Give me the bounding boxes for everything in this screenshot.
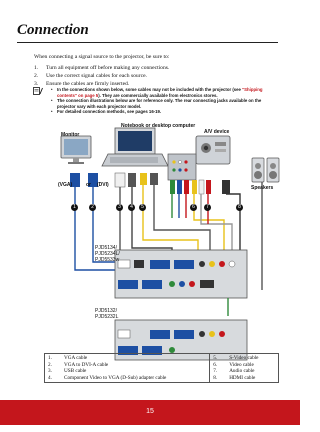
or-label: or [86, 182, 91, 188]
notebook-label: Notebook or desktop computer [121, 123, 196, 129]
callout-3: 3 [116, 204, 123, 211]
callout-8: 8 [236, 204, 243, 211]
note-item: • For detailed connection methods, see pages 16-19. [51, 109, 279, 115]
page-title: Connection [17, 22, 89, 38]
monitor-icon [61, 136, 91, 164]
callout-6: 6 [190, 204, 197, 211]
callout-2: 2 [89, 204, 96, 211]
notes-list [51, 87, 279, 115]
speakers-label: Speakers [251, 185, 274, 191]
page-number: 15 [146, 408, 154, 415]
step-item: 2. Use the correct signal cables for each source. [34, 73, 147, 79]
diagram-art [0, 120, 300, 432]
notebook-computer-icon [102, 128, 168, 166]
model-label: PJD5533w [95, 257, 120, 263]
model-label: PJD5234L/ [95, 251, 120, 257]
cable-legend-table [44, 353, 279, 383]
av-device-label: A/V device [204, 129, 230, 135]
projector-rear-panel-1 [115, 250, 247, 298]
legend-cell: 5. S-Video cable 6. Video cable 7. Audio cable 8. HDMI cable [210, 354, 279, 383]
legend-cell: 1. VGA cable 2. VGA to DVI-A cable 3. USB cable 4. Component Video to VGA (D-Sub) adapter cable [45, 354, 210, 383]
model-label: PJD5134/ [95, 245, 117, 251]
note-item: • In the connections shown below, some cables may not be included with the projector (see "Shipping contents" on page 5). They are commercially available from electronics stores. [51, 87, 279, 98]
callout-1: 1 [71, 204, 78, 211]
shipping-contents-link[interactable]: "Shipping contents" on page 5 [57, 87, 263, 98]
dvi-label: (DVI) [97, 182, 109, 188]
model-label: PJD5232L [95, 314, 119, 320]
monitor-label: Monitor [61, 132, 80, 138]
upper-connectors [70, 173, 230, 194]
vga-label: (VGA) [58, 182, 73, 188]
callout-4: 4 [128, 204, 135, 211]
steps-list [34, 64, 169, 88]
title-rule [17, 42, 278, 43]
model-label: PJD5132/ [95, 308, 117, 314]
av-device-icon [168, 136, 230, 180]
step-item: 3. Ensure the cables are firmly inserted. [34, 81, 130, 87]
callout-5: 5 [139, 204, 146, 211]
speakers-icon [252, 158, 279, 182]
intro-text: When connecting a signal source to the projector, be sure to: [34, 54, 170, 60]
step-item: 1. Turn all equipment off before making any connections. [34, 65, 170, 71]
connection-diagram [0, 120, 300, 432]
note-item: • The connection illustrations below are for reference only. The rear connecting jacks available on the projector vary with each projector model. [51, 98, 279, 109]
page-footer [0, 400, 300, 425]
callout-7: 7 [204, 204, 211, 211]
note-icon [33, 87, 43, 95]
